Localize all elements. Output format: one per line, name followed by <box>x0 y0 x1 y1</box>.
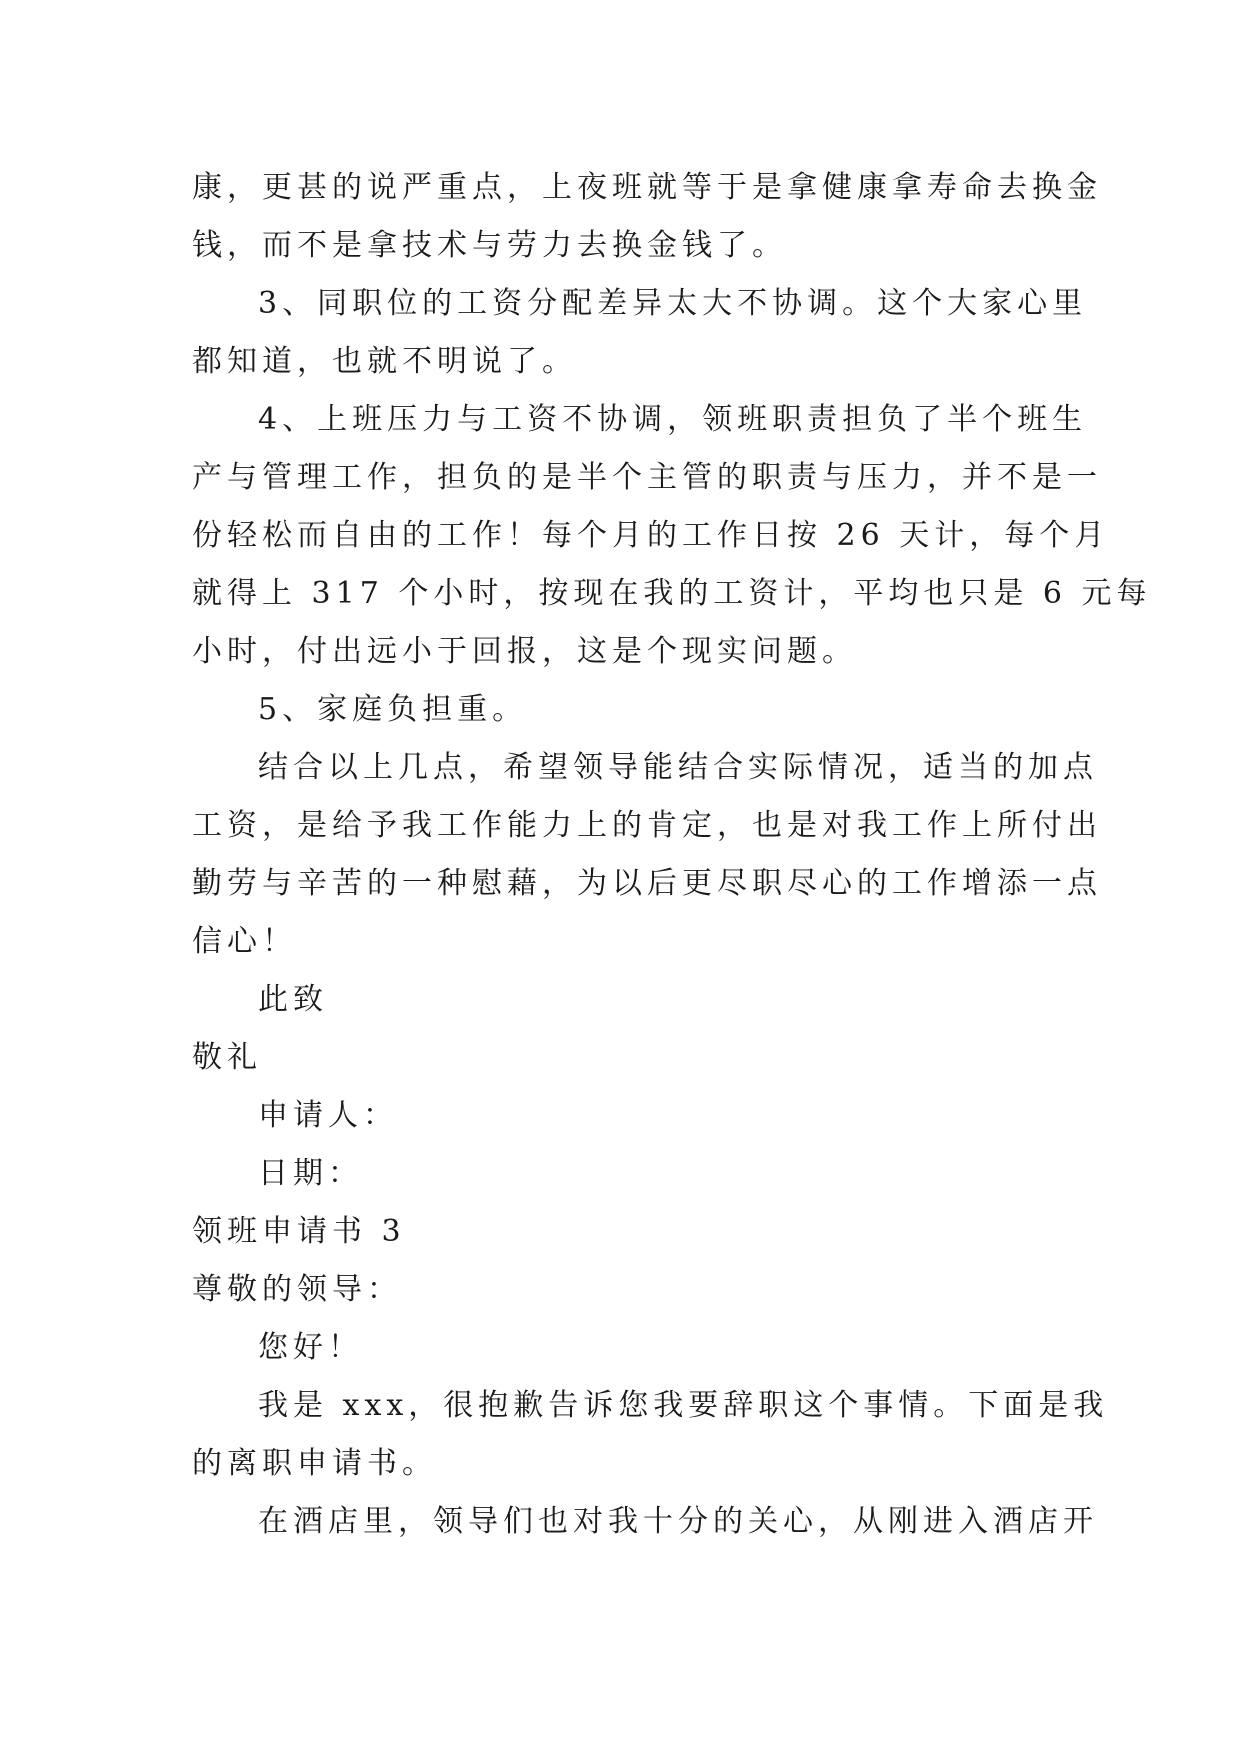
date-label: 日期： <box>258 1156 363 1191</box>
applicant-label: 申请人： <box>258 1098 398 1133</box>
paragraph-line: 信心！ <box>192 924 297 959</box>
paragraph-line: 钱，而不是拿技术与劳力去换金钱了。 <box>192 228 787 263</box>
paragraph-line: 4、上班压力与工资不协调，领班职责担负了半个班生 <box>258 402 1088 437</box>
paragraph-line: 康，更甚的说严重点，上夜班就等于是拿健康拿寿命去换金 <box>192 170 1102 205</box>
paragraph-line: 在酒店里，领导们也对我十分的关心，从刚进入酒店开 <box>258 1504 1098 1539</box>
paragraph-line: 都知道，也就不明说了。 <box>192 344 577 379</box>
paragraph-line: 勤劳与辛苦的一种慰藉，为以后更尽职尽心的工作增添一点 <box>192 866 1102 901</box>
paragraph-line: 就得上 317 个小时，按现在我的工资计，平均也只是 6 元每 <box>192 576 1152 611</box>
greeting-hello: 您好！ <box>258 1330 363 1365</box>
closing-salutation: 此致 <box>258 982 328 1017</box>
closing-regards: 敬礼 <box>192 1040 262 1075</box>
paragraph-line: 3、同职位的工资分配差异太大不协调。这个大家心里 <box>258 286 1088 321</box>
section-title: 领班申请书 3 <box>192 1214 406 1249</box>
paragraph-line: 我是 xxx，很抱歉告诉您我要辞职这个事情。下面是我 <box>258 1388 1109 1423</box>
paragraph-line: 份轻松而自由的工作！每个月的工作日按 26 天计，每个月 <box>192 518 1110 553</box>
paragraph-line: 产与管理工作，担负的是半个主管的职责与压力，并不是一 <box>192 460 1102 495</box>
paragraph-line: 的离职申请书。 <box>192 1446 437 1481</box>
greeting: 尊敬的领导： <box>192 1272 402 1307</box>
paragraph-line: 工资，是给予我工作能力上的肯定，也是对我工作上所付出 <box>192 808 1102 843</box>
paragraph-line: 小时，付出远小于回报，这是个现实问题。 <box>192 634 857 669</box>
paragraph-line: 5、家庭负担重。 <box>258 692 528 727</box>
paragraph-line: 结合以上几点，希望领导能结合实际情况，适当的加点 <box>258 750 1098 785</box>
